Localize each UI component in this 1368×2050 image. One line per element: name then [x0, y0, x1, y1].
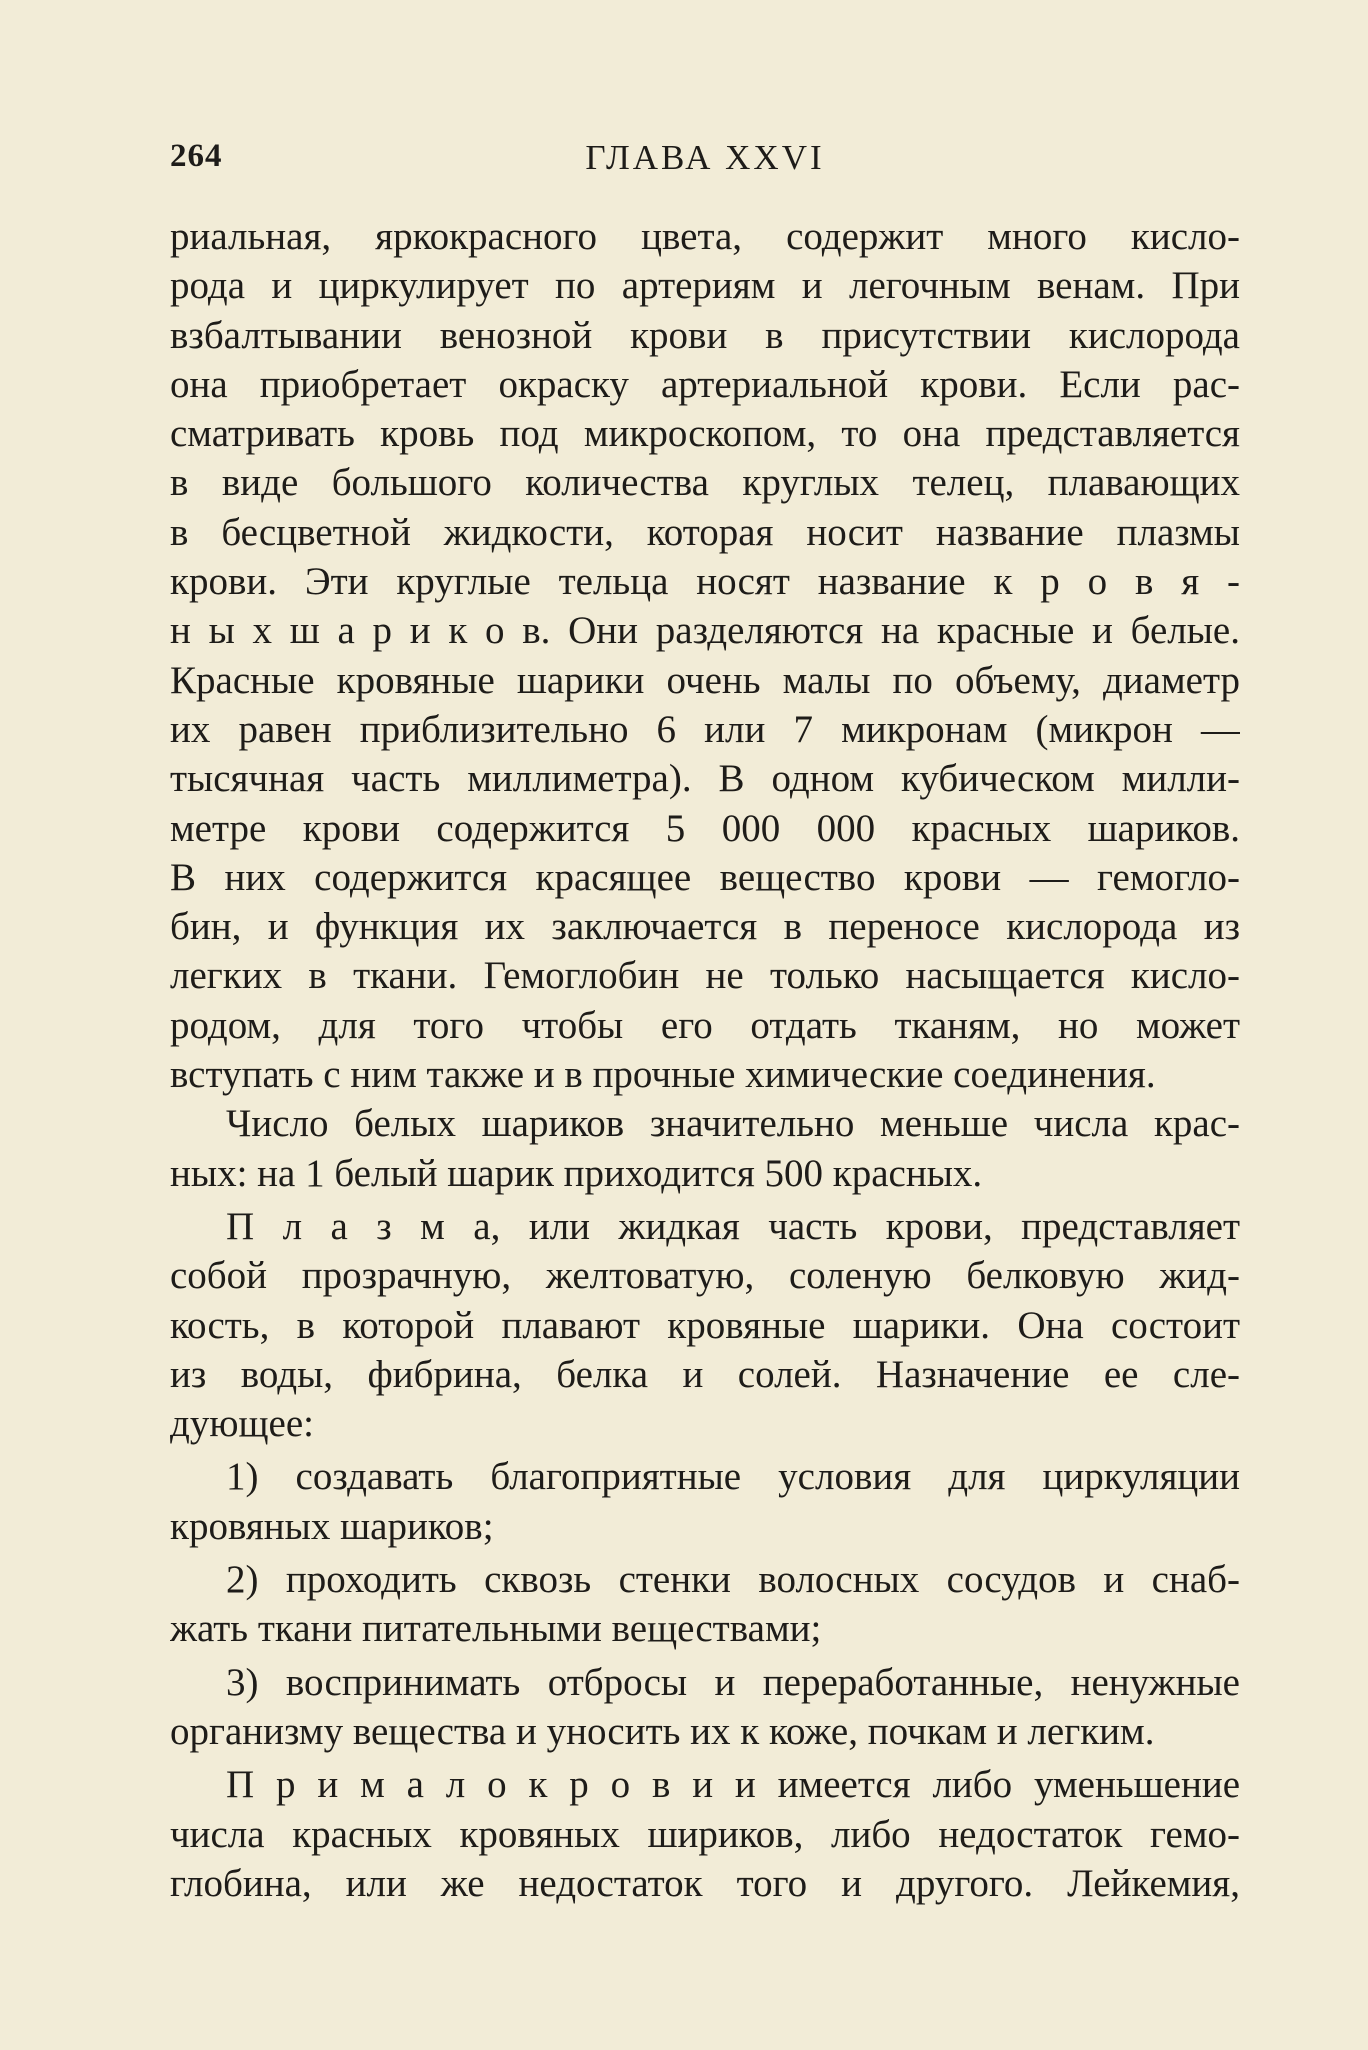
text-line: Число белых шариков значительно меньше числа крас-: [226, 1102, 1240, 1146]
chapter-title: ГЛАВА XXVI: [585, 138, 825, 177]
text-line: она приобретает окраску артериальной крови. Если рас-: [170, 362, 1240, 406]
text-line: кость, в которой плавают кровяные шарики. Она состоит: [170, 1303, 1240, 1347]
list-item-line: организму вещества и уносить их к коже, почкам и легким.: [170, 1709, 1155, 1753]
text-line: [170, 606, 1240, 655]
text-line: бин, и функция их заключается в переносе кислорода из: [170, 905, 1240, 949]
text-line: в виде большого количества круглых телец, плавающих: [170, 461, 1240, 505]
text-line: тысячная часть миллиметра). В одном кубическом милли-: [170, 757, 1240, 801]
text-segment: имеется либо уменьшение: [755, 1763, 1240, 1807]
text-line: собой прозрачную, желтоватую, соленую белковую жид-: [170, 1254, 1240, 1298]
text-line: легких в ткани. Гемоглобин не только насыщается кисло-: [170, 954, 1240, 998]
text-segment: крови. Эти круглые тельца носят название: [170, 560, 966, 604]
text-line: рода и циркулирует по артериям и легочным венам. При: [170, 264, 1240, 308]
body-text: [170, 212, 1240, 1908]
emphasized-term: П р и м а л о к р о в и и: [226, 1763, 756, 1807]
list-item-line: кровяных шариков;: [170, 1504, 494, 1548]
text-line: их равен приблизительно 6 или 7 микронам (микрон —: [170, 707, 1240, 751]
text-line: риальная, яркокрасного цвета, содержит много кисло-: [170, 215, 1240, 258]
text-line: [170, 557, 1240, 606]
text-line: [170, 1202, 1240, 1251]
text-line: метре крови содержится 5 000 000 красных шариков.: [170, 806, 1240, 850]
text-line: родом, для того чтобы его отдать тканям, но может: [170, 1003, 1240, 1047]
text-line: сматривать кровь под микроскопом, то она представляется: [170, 412, 1240, 456]
text-line: глобина, или же недостаток того и другого. Лейкемия,: [170, 1861, 1240, 1905]
text-line: вступать с ним также и в прочные химические соединения.: [170, 1053, 1156, 1097]
emphasized-term: П л а з м а,: [226, 1204, 501, 1248]
text-line: дующее:: [170, 1402, 314, 1446]
text-line: взбалтывании венозной крови в присутствии кислорода: [170, 313, 1240, 357]
list-item-line: жать ткани питательными веществами;: [170, 1607, 822, 1651]
emphasized-term: к р о в я -: [993, 560, 1240, 604]
text-line: [170, 1760, 1240, 1809]
text-line: числа красных кровяных шириков, либо недостаток гемо-: [170, 1812, 1240, 1856]
text-segment: . Они разделяются на красные и белые.: [540, 609, 1240, 653]
text-line: ных: на 1 белый шарик приходится 500 красных.: [170, 1151, 983, 1195]
list-item-line: 3) воспринимать отбросы и переработанные, ненужные: [226, 1660, 1240, 1704]
list-item-line: 2) проходить сквозь стенки волосных сосудов и снаб-: [226, 1558, 1240, 1602]
text-line: Красные кровяные шарики очень малы по объему, диаметр: [170, 658, 1240, 702]
text-line: в бесцветной жидкости, которая носит название плазмы: [170, 510, 1240, 554]
emphasized-term: н ы х ш а р и к о в: [170, 609, 541, 653]
text-segment: или жидкая часть крови, представляет: [500, 1204, 1240, 1248]
text-line: В них содержится красящее вещество крови — гемогло-: [170, 855, 1240, 899]
page-number: 264: [170, 138, 223, 174]
text-line: из воды, фибрина, белка и солей. Назначение ее сле-: [170, 1352, 1240, 1396]
running-header: [170, 138, 1240, 188]
list-item-line: 1) создавать благоприятные условия для циркуляции: [226, 1455, 1240, 1499]
